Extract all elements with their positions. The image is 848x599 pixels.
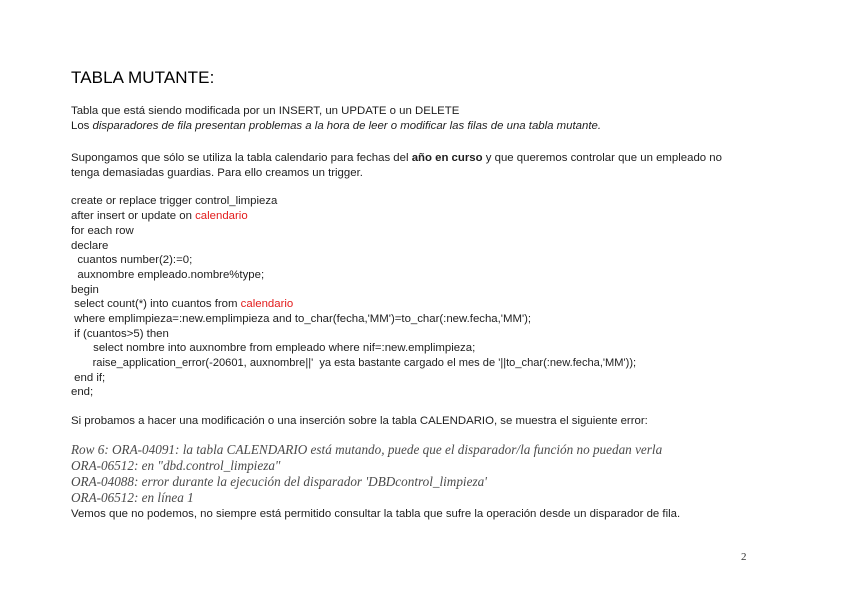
code-line-10: if (cuantos>5) then (71, 328, 169, 340)
code-line-8 (71, 297, 293, 312)
code-line-11: select nombre into auxnombre from empleado where nif=:new.emplimpieza; (71, 342, 476, 354)
code-line-13: end if; (71, 372, 106, 384)
para-text-a: Supongamos que sólo se utiliza la tabla calendario para fechas del (71, 152, 412, 164)
error-line-4: ORA-06512: en línea 1 (71, 490, 194, 505)
intro-line-2 (71, 119, 601, 134)
code-line-4: declare (71, 240, 109, 252)
code-line-14: end; (71, 386, 94, 398)
code-line-1: create or replace trigger control_limpieza (71, 195, 278, 207)
error-line-3: ORA-04088: error durante la ejecución del disparador 'DBDcontrol_limpieza' (71, 474, 487, 489)
intro-line-2-italic: disparadores de fila presentan problemas a la hora de leer o modificar las filas de una tabla mutante. (92, 120, 601, 132)
intro-line-2-start: Los (71, 120, 93, 132)
probamos-line: Si probamos a hacer una modificación o una inserción sobre la tabla CALENDARIO, se muestra el siguiente error: (71, 415, 648, 427)
code-line-9: where emplimpieza=:new.emplimpieza and to_char(fecha,'MM')=to_char(:new.fecha,'MM'); (71, 313, 532, 325)
error-line-2: ORA-06512: en "dbd.control_limpieza" (71, 458, 281, 473)
code-line-12: raise_application_error(-20601, auxnombre||' ya esta bastante cargado el mes de '||to_char(:new.fecha,'MM')); (71, 357, 637, 369)
code-line-2-table: calendario (195, 210, 248, 222)
para-line-2: tenga demasiadas guardias. Para ello creamos un trigger. (71, 167, 363, 179)
intro-line-1: Tabla que está siendo modificada por un INSERT, un UPDATE o un DELETE (71, 105, 460, 117)
code-line-2-text: after insert or update on (71, 210, 196, 222)
code-line-3: for each row (71, 225, 134, 237)
code-line-6: auxnombre empleado.nombre%type; (71, 269, 265, 281)
code-line-5: cuantos number(2):=0; (71, 254, 193, 266)
para-text-b: y que queremos controlar que un empleado no (482, 152, 722, 164)
conclusion-line: Vemos que no podemos, no siempre está permitido consultar la tabla que sufre la operación desde un disparador de fila. (71, 508, 681, 520)
code-line-7: begin (71, 284, 99, 296)
page-number: 2 (741, 551, 747, 563)
error-line-1: Row 6: ORA-04091: la tabla CALENDARIO está mutando, puede que el disparador/la función no puedan verla (71, 442, 663, 457)
para-bold: año en curso (411, 152, 483, 164)
page-title: TABLA MUTANTE: (71, 68, 215, 87)
code-line-8-table: calendario (240, 298, 294, 310)
code-line-2 (71, 209, 248, 224)
code-line-8-text: select count(*) into cuantos from (71, 298, 241, 310)
para-line-1 (71, 151, 722, 166)
